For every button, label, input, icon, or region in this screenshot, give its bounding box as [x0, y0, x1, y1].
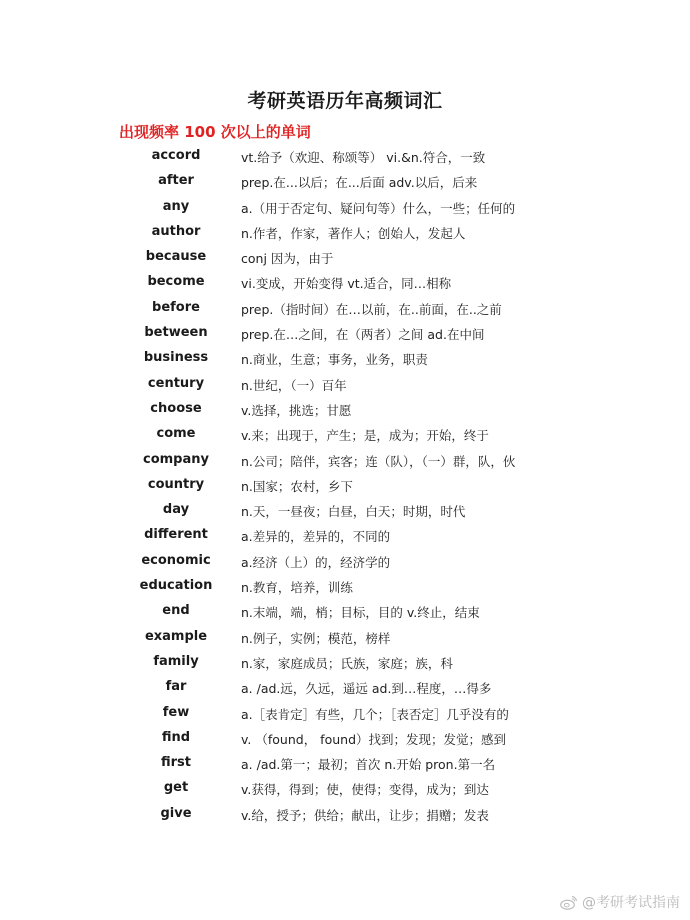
vocab-word: country: [147, 476, 205, 492]
vocab-word: economic: [141, 552, 211, 568]
vocab-definition: a.［表肯定］有些，几个；［表否定］几乎没有的: [241, 706, 509, 722]
vocab-word: find: [161, 729, 191, 745]
vocab-definition: v.获得，得到；使，使得；变得，成为；到达: [241, 782, 489, 798]
vocab-word: give: [160, 805, 192, 821]
vocab-row: [0, 498, 690, 523]
vocab-word: far: [165, 679, 187, 695]
vocab-row: [0, 169, 690, 194]
vocab-definition: a. /ad.第一；最初；首次 n.开始 pron.第一名: [241, 757, 496, 773]
vocab-definition: prep.在...以后；在...后面 adv.以后，后来: [241, 175, 478, 191]
vocab-definition: a.（用于否定句、疑问句等）什么，一些；任何的: [241, 200, 516, 216]
vocab-row: [0, 776, 690, 801]
vocab-definition: n.家，家庭成员；氏族，家庭；族，科: [241, 655, 453, 671]
vocab-definition: prep.（指时间）在…以前，在..前面，在..之前: [241, 301, 502, 317]
vocab-word: different: [144, 527, 208, 543]
vocab-word: any: [162, 198, 190, 214]
vocab-definition: a.经济（上）的，经济学的: [241, 554, 391, 570]
watermark-text: @考研考试指南: [582, 895, 680, 911]
vocab-word: end: [162, 603, 190, 619]
vocab-row: [0, 574, 690, 599]
vocab-definition: n.天，一昼夜；白昼，白天；时期，时代: [241, 504, 466, 520]
vocab-row: [0, 372, 690, 397]
vocab-row: [0, 701, 690, 726]
vocab-row: [0, 422, 690, 447]
page-title: 考研英语历年高频词汇: [247, 90, 443, 112]
vocab-row: [0, 599, 690, 624]
vocab-row: [0, 675, 690, 700]
vocab-definition: n.教育，培养，训练: [241, 580, 353, 596]
vocab-word: example: [144, 628, 208, 644]
vocab-word: few: [162, 704, 190, 720]
vocab-definition: n.例子，实例；模范，榜样: [241, 630, 391, 646]
vocab-definition: v.来；出现于，产生；是，成为；开始，终于: [241, 428, 489, 444]
vocab-row: [0, 473, 690, 498]
watermark: [560, 892, 680, 912]
vocab-row: [0, 625, 690, 650]
vocab-definition: v.给，授予；供给；献出，让步；捐赠；发表: [241, 807, 489, 823]
vocab-list: [0, 144, 690, 827]
vocab-definition: n.公司；陪伴，宾客；连（队），（一）群，队，伙: [241, 453, 516, 469]
section-heading: 出现频率 100 次以上的单词: [119, 123, 311, 141]
vocab-word: first: [161, 755, 191, 771]
vocab-word: choose: [150, 400, 202, 416]
vocab-definition: n.国家；农村，乡下: [241, 478, 353, 494]
vocab-definition: prep.在…之间，在（两者）之间 ad.在中间: [241, 327, 485, 343]
vocab-definition: v. （found， found）找到；发现；发觉；感到: [241, 731, 507, 747]
vocab-definition: conj 因为，由于: [241, 251, 334, 267]
vocab-row: [0, 270, 690, 295]
vocab-definition: vt.给予（欢迎、称颂等） vi.&n.符合，一致: [241, 150, 486, 165]
vocab-word: before: [152, 299, 200, 315]
vocab-word: family: [153, 653, 199, 669]
vocab-word: become: [147, 274, 205, 290]
vocab-row: [0, 448, 690, 473]
vocab-definition: v.选择，挑选；甘愿: [241, 402, 352, 418]
vocab-row: [0, 523, 690, 548]
vocab-row: [0, 549, 690, 574]
vocab-definition: n.末端，端，梢；目标，目的 v.终止，结束: [241, 605, 480, 621]
vocab-word: get: [163, 780, 189, 796]
vocab-row: [0, 220, 690, 245]
vocab-definition: n.作者，作家，著作人；创始人，发起人: [241, 225, 466, 241]
vocab-word: because: [145, 249, 207, 265]
vocab-definition: vi.变成，开始变得 vt.适合，同…相称: [241, 276, 452, 292]
vocab-word: accord: [151, 148, 201, 163]
vocab-row: [0, 144, 690, 169]
vocab-word: company: [143, 451, 209, 467]
vocab-definition: n.商业，生意；事务，业务，职责: [241, 352, 428, 368]
vocab-word: author: [151, 223, 201, 239]
vocab-row: [0, 245, 690, 270]
vocab-word: after: [158, 173, 194, 189]
vocab-row: [0, 397, 690, 422]
vocab-word: education: [139, 578, 213, 594]
vocab-definition: n.世纪，（一）百年: [241, 377, 347, 393]
vocab-word: between: [144, 325, 208, 341]
vocab-word: day: [162, 502, 190, 518]
vocab-word: come: [156, 426, 196, 442]
vocab-row: [0, 296, 690, 321]
vocab-row: [0, 346, 690, 371]
vocab-definition: a. /ad.远，久远，遥远 ad.到…程度，…得多: [241, 681, 492, 697]
vocab-word: century: [147, 375, 205, 391]
vocab-word: business: [143, 350, 209, 366]
weibo-icon: [560, 895, 578, 910]
vocab-row: [0, 751, 690, 776]
vocab-row: [0, 195, 690, 220]
vocab-definition: a.差异的，差异的，不同的: [241, 529, 391, 545]
vocab-row: [0, 321, 690, 346]
vocab-row: [0, 650, 690, 675]
vocab-row: [0, 726, 690, 751]
vocab-row: [0, 802, 690, 827]
